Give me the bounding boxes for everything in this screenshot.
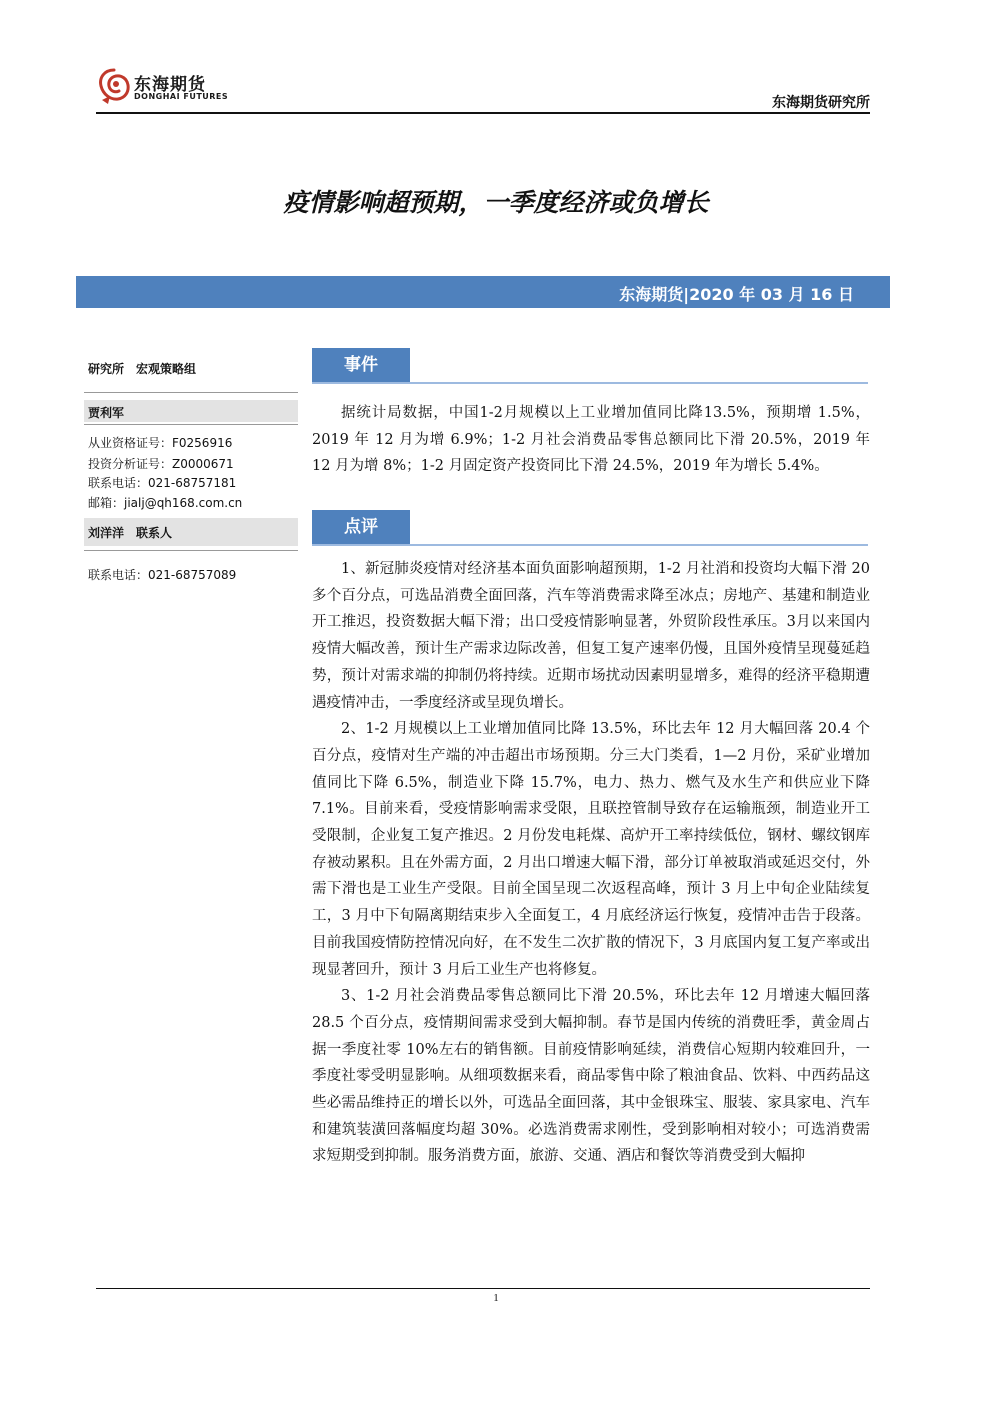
author1-email[interactable]: 邮箱：jialj@qh168.com.cn — [88, 496, 243, 510]
date-line: 东海期货|2020 年 03 月 16 日 — [619, 285, 854, 304]
report-title: 疫情影响超预期，一季度经济或负增长 — [283, 188, 709, 217]
review-paragraph-3: 3、1-2 月社会消费品零售总额同比下滑 20.5%，环比去年 12 月增速大幅回落 28.5 个百分点，疫情期间需求受到大幅抑制。春节是国内传统的消费旺季，黄金周占据一季度社零 10%左右的销售额。目前疫情影响延续，消费信心短期内较难回升，一季度社零受明显影响。从细项数据来看，商品零售中除了粮油食品、饮料、中西药品这些必需品维持正的增长以外，可选品全面回落，其中金银珠宝、服装、家具家电、汽车和建筑装潢回落幅度均超 30%。必选消费需求刚性，受到影响相对较小；可选消费需求短期受到抑制。服务消费方面，旅游、交通、酒店和餐饮等消费受到大幅抑 — [312, 988, 870, 1165]
sidebar-divider — [84, 424, 298, 425]
company-logo — [96, 66, 236, 110]
header-divider — [96, 112, 870, 114]
research-group: 研究所 宏观策略组 — [88, 362, 197, 376]
author2-phone: 联系电话：021-68757089 — [88, 568, 237, 582]
page-number: 1 — [493, 1292, 499, 1304]
section-event-underline — [312, 382, 868, 384]
author1-name: 贾利军 — [88, 406, 125, 420]
logo-english-name: DONGHAI FUTURES — [134, 92, 229, 101]
section-event-label: 事件 — [312, 348, 410, 382]
event-paragraph: 据统计局数据，中国1-2月规模以上工业增加值同比降13.5%，预期增 1.5%，2019 年 12 月为增 6.9%；1-2 月社会消费品零售总额同比下滑 20.5%，2019 年 12 月为增 8%；1-2 月固定资产投资同比下滑 24.5%，2019 年为增长 5.4%。 — [312, 405, 870, 475]
review-paragraph-2: 2、1-2 月规模以上工业增加值同比降 13.5%，环比去年 12 月大幅回落 20.4 个百分点，疫情对生产端的冲击超出市场预期。分三大门类看，1—2 月份，采矿业增加值同比下降 6.5%，制造业下降 15.7%，电力、热力、燃气及水生产和供应业下降 7.1%。目前来看，受疫情影响需求受限，且联控管制导致存在运输瓶颈，制造业开工受限制，企业复工复产推迟。2 月份发电耗煤、高炉开工率持续低位，钢材、螺纹钢库存被动累积。且在外需方面，2 月出口增速大幅下滑，部分订单被取消或延迟交付，外需下滑也是工业生产受限。目前全国呈现二次返程高峰，预计 3 月上中旬企业陆续复工，3 月中下旬隔离期结束步入全面复工，4 月底经济运行恢复，疫情冲击告于段落。目前我国疫情防控情况向好，在不发生二次扩散的情况下，3 月底国内复工复产率或出现显著回升，预计 3 月后工业生产也将修复。 — [312, 721, 870, 978]
footer-divider — [96, 1288, 870, 1289]
author2-name: 刘洋洋 联系人 — [88, 526, 173, 540]
review-body — [312, 556, 870, 1170]
sidebar-divider — [84, 392, 298, 393]
dragon-logo-icon — [96, 66, 132, 106]
author1-phone: 联系电话：021-68757181 — [88, 476, 237, 490]
date-banner — [76, 276, 890, 308]
author1-cert: 从业资格证号：F0256916 — [88, 436, 233, 450]
review-paragraph-1: 1、新冠肺炎疫情对经济基本面负面影响超预期，1-2 月社消和投资均大幅下滑 20 多个百分点，可选品消费全面回落，汽车等消费需求降至冰点；房地产、基建和制造业开工推迟，投资数据大幅下滑；出口受疫情影响显著，外贸阶段性承压。3月以来国内疫情大幅改善，预计生产需求边际改善，但复工复产速率仍慢，且国外疫情呈现蔓延趋势，预计对需求端的抑制仍将持续。近期市场扰动因素明显增多，难得的经济平稳期遭遇疫情冲击，一季度经济或呈现负增长。 — [312, 561, 870, 711]
institute-name: 东海期货研究所 — [772, 95, 870, 111]
logo-chinese-name: 东海期货 — [134, 75, 206, 95]
sidebar-divider — [84, 550, 298, 551]
author1-invest-cert: 投资分析证号：Z0000671 — [88, 457, 234, 471]
section-review-underline — [312, 544, 868, 546]
event-body — [312, 400, 870, 480]
section-review-label: 点评 — [312, 510, 410, 544]
